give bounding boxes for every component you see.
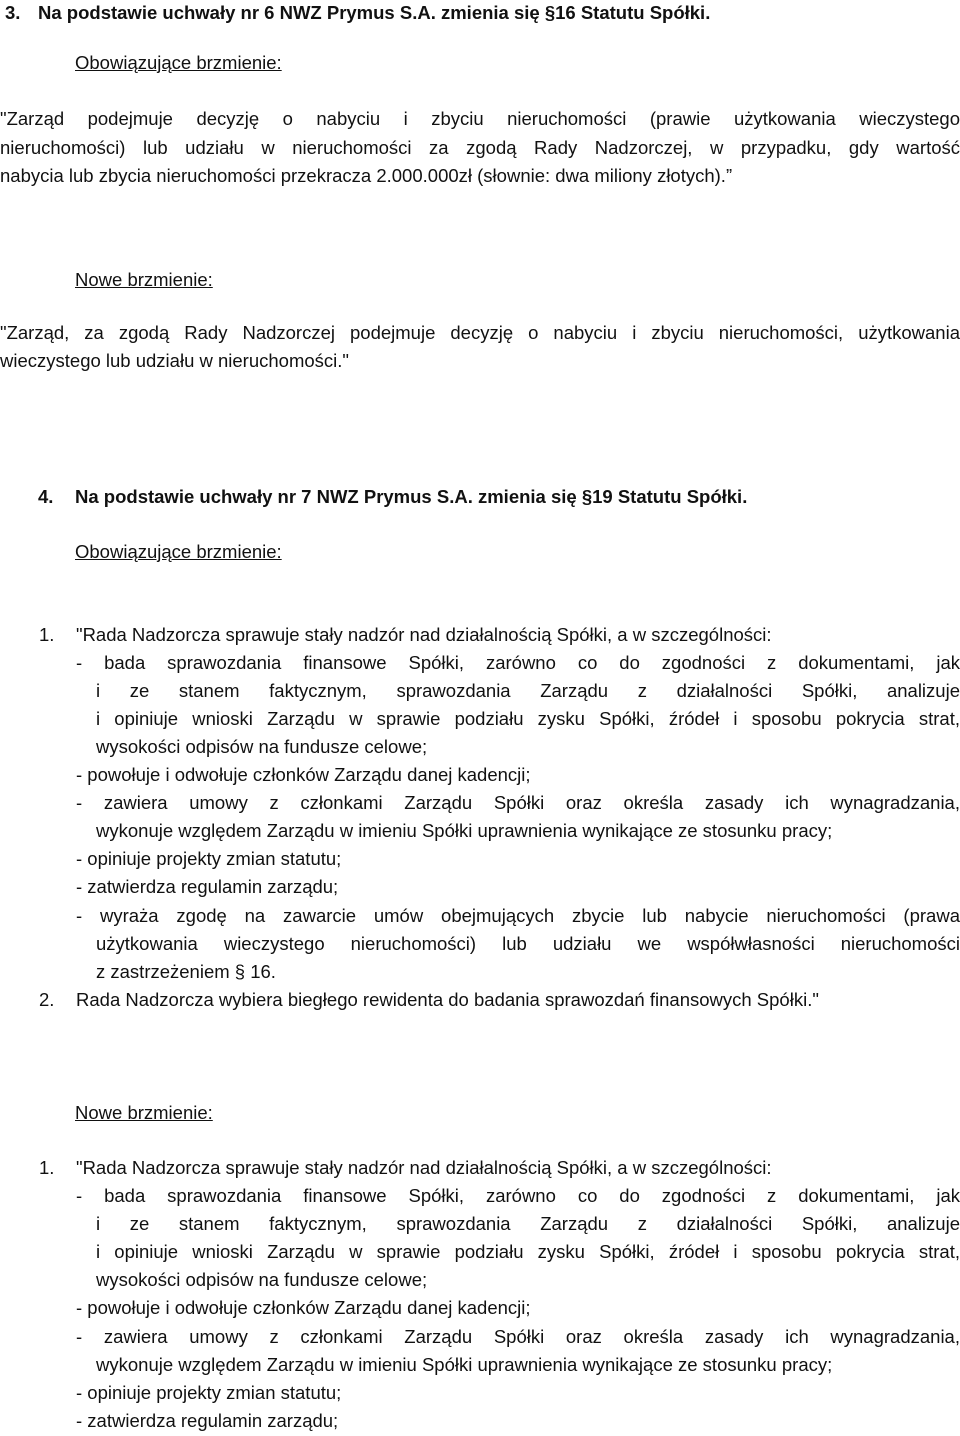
section-3-new-line: "Zarząd, za zgodą Rady Nadzorczej podejmuje decyzję o nabyciu i zbyciu nieruchomości, użytkowania [0,322,960,343]
section-4-title: Na podstawie uchwały nr 7 NWZ Prymus S.A. zmienia się §19 Statutu Spółki. [75,486,748,507]
list-item-continuation: wysokości odpisów na fundusze celowe; [96,1269,428,1290]
list-item-continuation: wykonuje względem Zarządu w imieniu Spółki uprawnienia wynikające ze stosunku pracy; [96,820,833,841]
paragraph-intro: "Rada Nadzorcza sprawuje stały nadzór nad działalnością Spółki, a w szczególności: [76,1157,772,1178]
section-3-current-line: nabycia lub zbycia nieruchomości przekracza 2.000.000zł (słownie: dwa miliony złotych).” [0,165,733,186]
list-item: - opiniuje projekty zmian statutu; [76,848,342,869]
paragraph-number: 1. [39,1157,55,1178]
section-4-current-label: Obowiązujące brzmienie: [75,541,282,562]
section-3-new-label: Nowe brzmienie: [75,269,213,290]
list-item: - powołuje i odwołuje członków Zarządu danej kadencji; [76,1297,531,1318]
list-item-continuation: z zastrzeżeniem § 16. [96,961,276,982]
section-3-current-line: "Zarząd podejmuje decyzję o nabyciu i zbyciu nieruchomości (prawie użytkowania wieczystego [0,108,960,129]
list-item: - zawiera umowy z członkami Zarządu Spółki oraz określa zasady ich wynagradzania, [76,1326,960,1347]
list-item: - zatwierdza regulamin zarządu; [76,876,339,897]
section-3-current-line: nieruchomości) lub udziału w nieruchomości za zgodą Rady Nadzorczej, w przypadku, gdy wartość [0,137,960,158]
list-item-continuation: użytkowania wieczystego nieruchomości) lub udziału we współwłasności nieruchomości [96,933,960,954]
list-item: - powołuje i odwołuje członków Zarządu danej kadencji; [76,764,531,785]
list-item-continuation: wykonuje względem Zarządu w imieniu Spółki uprawnienia wynikające ze stosunku pracy; [96,1354,833,1375]
section-4-new-label: Nowe brzmienie: [75,1102,213,1123]
list-item-continuation: wysokości odpisów na fundusze celowe; [96,736,428,757]
list-item: - wyraża zgodę na zawarcie umów obejmujących zbycie lub nabycie nieruchomości (prawa [76,905,960,926]
paragraph-intro: "Rada Nadzorcza sprawuje stały nadzór nad działalnością Spółki, a w szczególności: [76,624,772,645]
list-item-continuation: i ze stanem faktycznym, sprawozdania Zarządu z działalności Spółki, analizuje [96,680,960,701]
paragraph-number: 2. [39,989,55,1010]
list-item-continuation: i opiniuje wnioski Zarządu w sprawie podziału zysku Spółki, źródeł i sposobu pokrycia strat, [96,1241,960,1262]
list-item: - bada sprawozdania finansowe Spółki, zarówno co do zgodności z dokumentami, jak [76,652,960,673]
list-item: - opiniuje projekty zmian statutu; [76,1382,342,1403]
section-4-number: 4. [38,486,54,507]
paragraph-text: Rada Nadzorcza wybiera biegłego rewidenta do badania sprawozdań finansowych Spółki." [76,989,819,1010]
list-item: - bada sprawozdania finansowe Spółki, zarówno co do zgodności z dokumentami, jak [76,1185,960,1206]
list-item-continuation: i ze stanem faktycznym, sprawozdania Zarządu z działalności Spółki, analizuje [96,1213,960,1234]
list-item: - zatwierdza regulamin zarządu; [76,1410,339,1431]
section-3-title: Na podstawie uchwały nr 6 NWZ Prymus S.A. zmienia się §16 Statutu Spółki. [38,2,711,23]
section-3-new-line: wieczystego lub udziału w nieruchomości." [0,350,349,371]
paragraph-number: 1. [39,624,55,645]
section-3-current-label: Obowiązujące brzmienie: [75,52,282,73]
section-3-number: 3. [5,2,21,23]
list-item: - zawiera umowy z członkami Zarządu Spółki oraz określa zasady ich wynagradzania, [76,792,960,813]
list-item-continuation: i opiniuje wnioski Zarządu w sprawie podziału zysku Spółki, źródeł i sposobu pokrycia strat, [96,708,960,729]
